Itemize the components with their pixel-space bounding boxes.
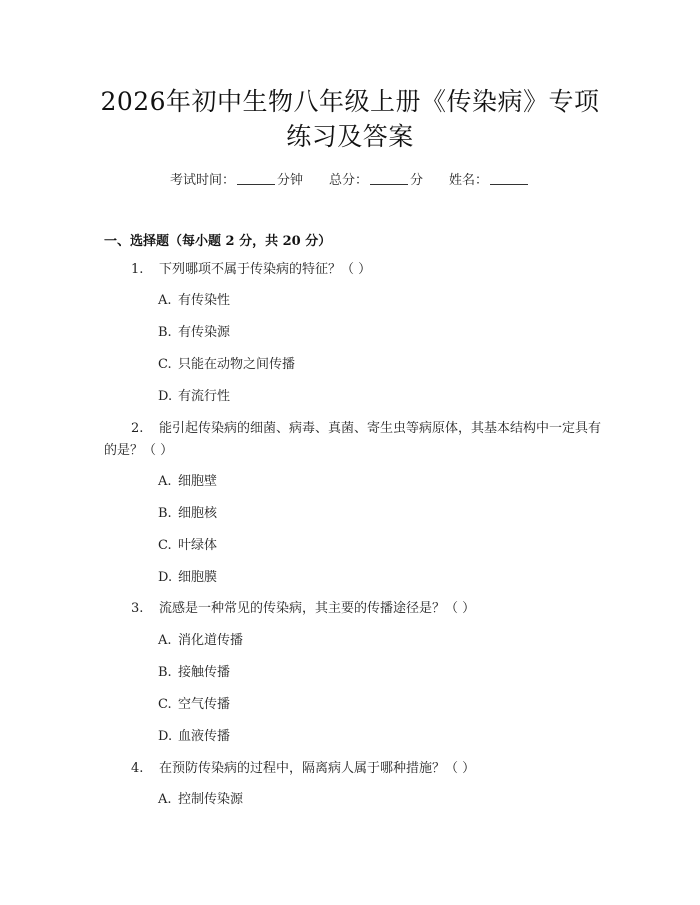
question-3 bbox=[104, 598, 602, 620]
time-label: 考试时间： bbox=[169, 173, 235, 188]
option-3d[interactable]: D. 血液传播 bbox=[158, 729, 231, 744]
time-blank[interactable] bbox=[237, 172, 275, 185]
exam-meta bbox=[0, 169, 700, 188]
score-blank[interactable] bbox=[370, 172, 408, 185]
option-1b[interactable]: B. 有传染源 bbox=[158, 325, 231, 340]
section-heading: 一、选择题（每小题 2 分，共 20 分） bbox=[104, 234, 332, 249]
option-3a[interactable]: A. 消化道传播 bbox=[158, 633, 244, 648]
question-text: 能引起传染病的细菌、病毒、真菌、寄生虫等病原体，其基本结构中一定具有的是？（ ） bbox=[104, 421, 602, 458]
question-number: 1. bbox=[131, 262, 144, 277]
name-blank[interactable] bbox=[490, 172, 528, 185]
question-1 bbox=[104, 259, 602, 281]
question-4 bbox=[104, 758, 602, 780]
question-text: 流感是一种常见的传染病，其主要的传播途径是？（ ） bbox=[159, 601, 476, 616]
question-number: 2. bbox=[131, 421, 144, 436]
option-3c[interactable]: C. 空气传播 bbox=[158, 697, 231, 712]
option-4a[interactable]: A. 控制传染源 bbox=[158, 792, 244, 807]
name-label: 姓名： bbox=[449, 173, 489, 188]
option-1a[interactable]: A. 有传染性 bbox=[158, 293, 231, 308]
question-text: 在预防传染病的过程中，隔离病人属于哪种措施？（ ） bbox=[159, 761, 476, 776]
score-unit: 分 bbox=[410, 173, 424, 188]
score-label: 总分： bbox=[328, 173, 368, 188]
question-number: 3. bbox=[131, 601, 144, 616]
option-2b[interactable]: B. 细胞核 bbox=[158, 506, 218, 521]
option-3b[interactable]: B. 接触传播 bbox=[158, 665, 231, 680]
question-2 bbox=[104, 418, 602, 462]
option-2d[interactable]: D. 细胞膜 bbox=[158, 570, 218, 585]
option-2c[interactable]: C. 叶绿体 bbox=[158, 538, 218, 553]
option-2a[interactable]: A. 细胞壁 bbox=[158, 474, 218, 489]
option-1d[interactable]: D. 有流行性 bbox=[158, 389, 231, 404]
question-number: 4. bbox=[131, 761, 144, 776]
time-unit: 分钟 bbox=[276, 173, 303, 188]
page-title: 2026年初中生物八年级上册《传染病》专项 bbox=[100, 87, 600, 116]
page-title-line2: 练习及答案 bbox=[286, 122, 414, 151]
option-1c[interactable]: C. 只能在动物之间传播 bbox=[158, 357, 296, 372]
question-text: 下列哪项不属于传染病的特征？（ ） bbox=[159, 262, 372, 277]
